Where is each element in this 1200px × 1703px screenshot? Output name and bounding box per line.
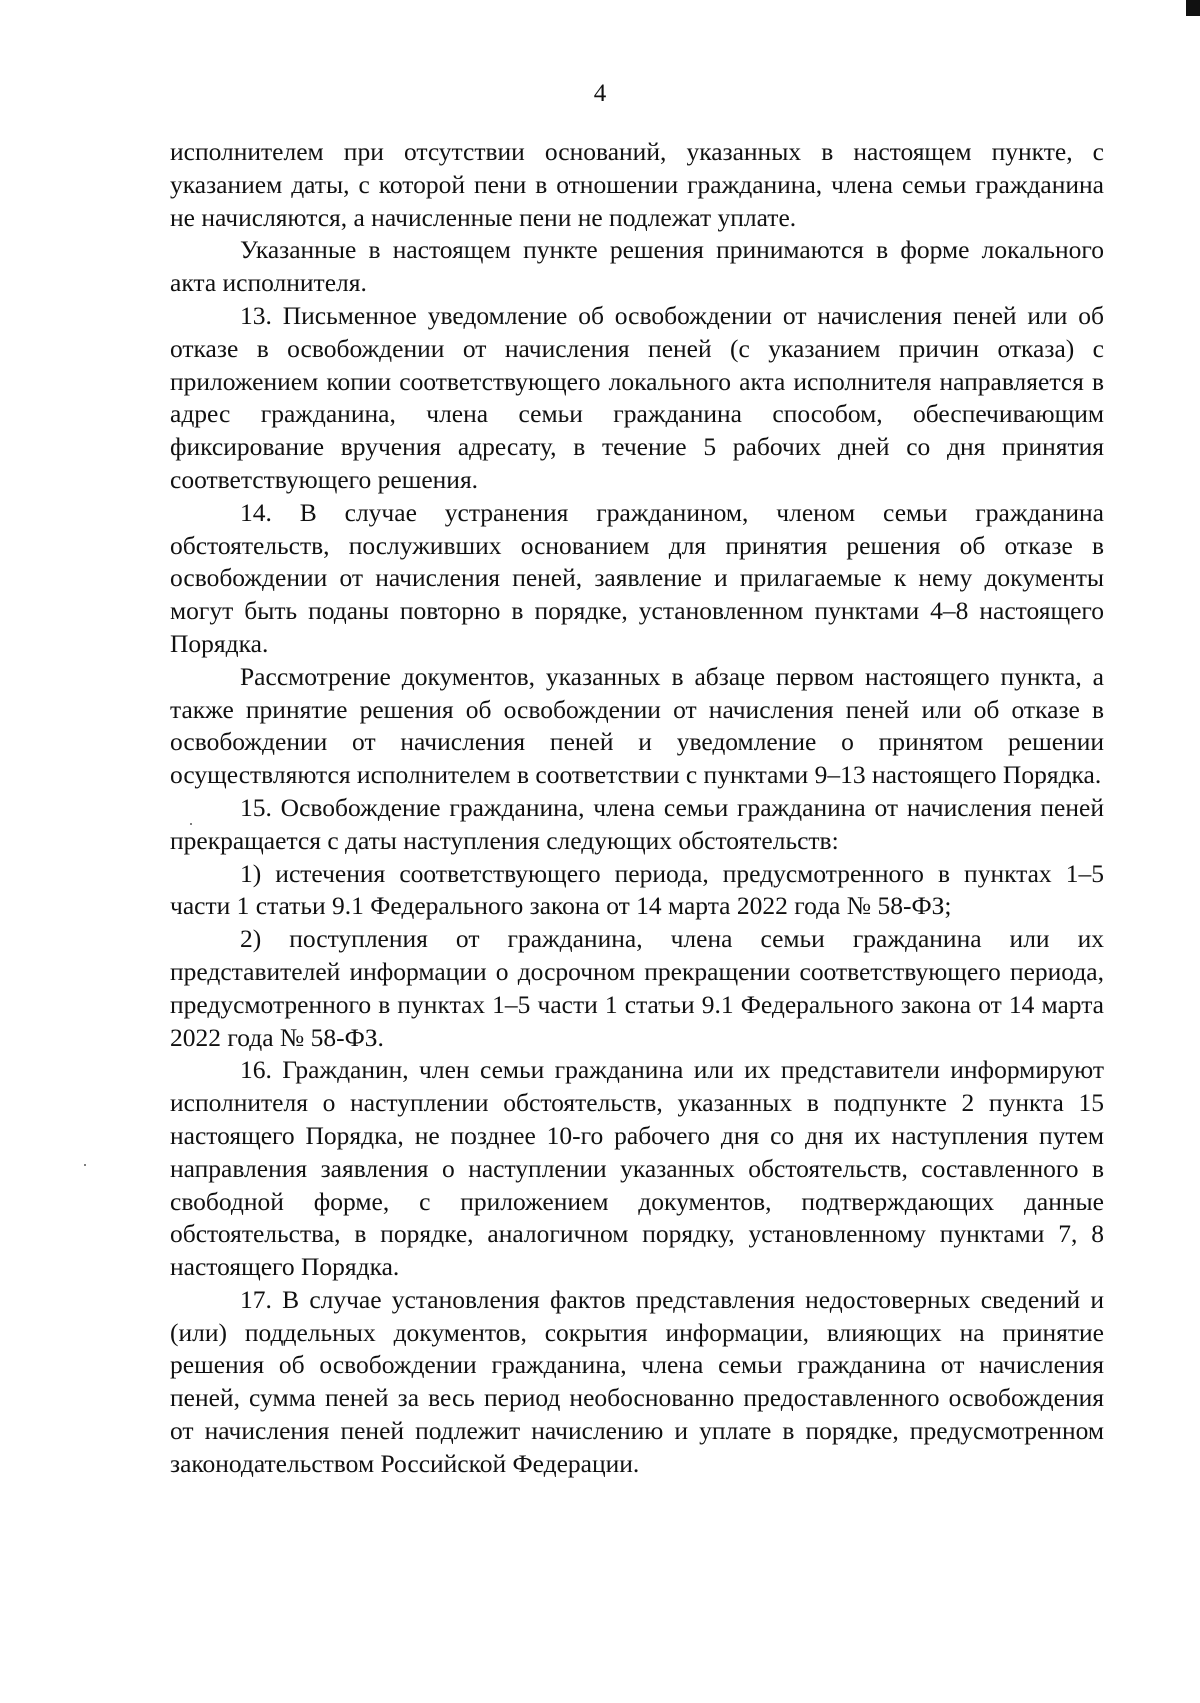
page-number: 4 [593, 80, 607, 107]
scan-speck [84, 1164, 86, 1166]
subitem-1: 1) истечения соответствующего периода, предусмотренного в пунктах 1–5 части 1 статьи 9.1 Федерального закона от 14 марта 2022 года № 58-ФЗ; [170, 858, 1104, 921]
subitem-2: 2) поступления от гражданина, члена семьи гражданина или их представителей информации о досрочном прекращении соответствующего периода, предусмотренного в пунктах 1–5 части 1 статьи 9.1 Федерального закона от 14 марта 2022 года № 58-ФЗ. [170, 924, 1104, 1052]
scan-corner-mark [1186, 0, 1200, 16]
paragraph-item-17: 17. В случае установления фактов представления недостоверных сведений и (или) поддельных документов, сокрытия информации, влияющих на принятие решения об освобождении гражданина, члена семьи гражданина от начисления пеней, сумма пеней за весь период необоснованно предоставленного освобождения от начисления пеней подлежит начислению и уплате в порядке, предусмотренном законодательством Российской Федерации. [170, 1284, 1104, 1478]
paragraph-continuation: исполнителем при отсутствии оснований, указанных в настоящем пункте, с указанием даты, с которой пени в отношении гражданина, члена семьи гражданина не начисляются, а начисленные пени не подлежат уплате. [170, 137, 1104, 232]
paragraph-item-13: 13. Письменное уведомление об освобождении от начисления пеней или об отказе в освобождении от начисления пеней (с указанием причин отказа) с приложением копии соответствующего локального акта исполнителя направляется в адрес гражданина, члена семьи гражданина способом, обеспечивающим фиксирование вручения адресату, в течение 5 рабочих дней со дня принятия соответствующего решения. [170, 300, 1104, 494]
paragraph-item-16: 16. Гражданин, член семьи гражданина или их представители информируют исполнителя о наступлении обстоятельств, указанных в подпункте 2 пункта 15 настоящего Порядка, не позднее 10-го рабочего дня со дня их наступления путем направления заявления о наступлении указанных обстоятельств, составленного в свободной форме, с приложением документов, подтверждающих данные обстоятельства, в порядке, аналогичном порядку, установленному пунктами 7, 8 настоящего Порядка. [170, 1055, 1104, 1282]
document-body [170, 136, 1104, 1481]
paragraph: Указанные в настоящем пункте решения принимаются в форме локального акта исполнителя. [170, 235, 1104, 298]
paragraph: Рассмотрение документов, указанных в абзаце первом настоящего пункта, а также принятие решения об освобождении от начисления пеней или об отказе в освобождении от начисления пеней и уведомление о принятом решении осуществляются исполнителем в соответствии с пунктами 9–13 настоящего Порядка. [170, 661, 1104, 790]
paragraph-item-14: 14. В случае устранения гражданином, членом семьи гражданина обстоятельств, послуживших основанием для принятия решения об отказе в освобождении от начисления пеней, заявление и прилагаемые к нему документы могут быть поданы повторно в порядке, установленном пунктами 4–8 настоящего Порядка. [170, 497, 1104, 658]
paragraph-item-15: 15. Освобождение гражданина, члена семьи гражданина от начисления пеней прекращается с даты наступления следующих обстоятельств: [170, 792, 1104, 855]
